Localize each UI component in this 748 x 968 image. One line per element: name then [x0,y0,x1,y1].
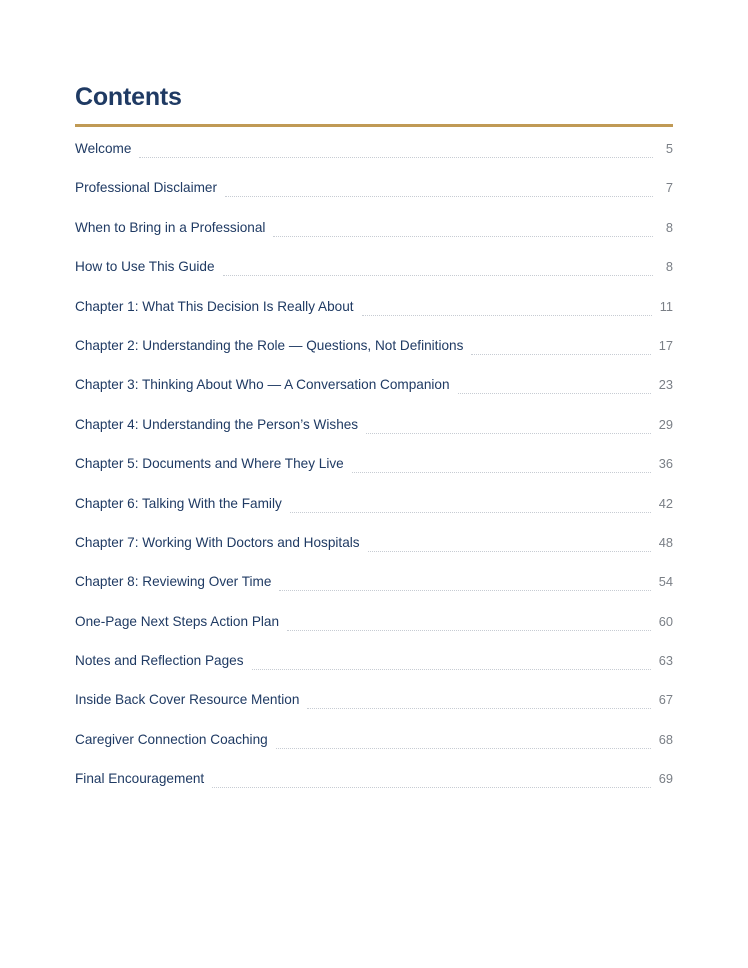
dotted-leader [139,157,653,158]
toc-entry-label: Chapter 6: Talking With the Family [75,495,282,511]
dotted-leader [276,748,651,749]
dotted-leader [252,669,651,670]
toc-entry-page-number: 67 [658,692,673,708]
toc-entry[interactable] [75,456,673,495]
dotted-leader [471,354,650,355]
toc-entry-label: Final Encouragement [75,771,205,787]
toc-entry[interactable] [75,259,673,298]
table-of-contents [75,141,673,811]
toc-entry-page-number: 17 [658,337,673,353]
toc-entry-page-number: 48 [658,534,673,550]
toc-entry[interactable] [75,377,673,416]
toc-entry-label: Notes and Reflection Pages [75,653,244,669]
toc-entry[interactable] [75,417,673,456]
toc-entry[interactable] [75,692,673,731]
toc-entry-label: Inside Back Cover Resource Mention [75,692,300,708]
toc-entry-label: When to Bring in a Professional [75,219,266,235]
dotted-leader [212,787,651,788]
toc-entry[interactable] [75,180,673,219]
toc-entry-page-number: 36 [658,456,673,472]
toc-entry-page-number: 7 [665,180,673,196]
toc-entry[interactable] [75,732,673,771]
toc-entry[interactable] [75,535,673,574]
toc-entry-label: Welcome [75,141,132,156]
toc-entry-label: Caregiver Connection Coaching [75,731,268,747]
toc-entry-page-number: 42 [658,495,673,511]
dotted-leader [368,551,651,552]
toc-entry[interactable] [75,299,673,338]
toc-entry-page-number: 68 [658,731,673,747]
toc-entry-page-number: 29 [658,416,673,432]
toc-entry-label: Chapter 5: Documents and Where They Live [75,456,344,472]
toc-entry-page-number: 54 [658,574,673,590]
toc-entry-page-number: 23 [658,377,673,393]
dotted-leader [287,630,651,631]
dotted-leader [366,433,651,434]
dotted-leader [352,472,651,473]
toc-entry[interactable] [75,653,673,692]
dotted-leader [223,275,653,276]
toc-entry[interactable] [75,496,673,535]
dotted-leader [225,196,653,197]
toc-entry-page-number: 60 [658,613,673,629]
toc-entry-page-number: 8 [665,219,673,235]
toc-entry-page-number: 11 [659,298,673,314]
toc-entry-label: Professional Disclaimer [75,180,218,196]
page-title: Contents [75,83,182,111]
toc-entry-label: How to Use This Guide [75,259,215,275]
toc-entry[interactable] [75,574,673,613]
toc-entry[interactable] [75,771,673,810]
toc-entry[interactable] [75,141,673,180]
toc-entry-label: Chapter 1: What This Decision Is Really About [75,298,354,314]
toc-entry-label: Chapter 7: Working With Doctors and Hospitals [75,534,360,550]
title-divider [75,124,673,127]
dotted-leader [307,708,650,709]
toc-entry-label: Chapter 4: Understanding the Person’s Wishes [75,416,359,432]
dotted-leader [290,512,651,513]
toc-entry-page-number: 63 [658,653,673,669]
toc-entry-label: Chapter 3: Thinking About Who — A Conversation Companion [75,377,450,393]
dotted-leader [458,393,651,394]
dotted-leader [279,590,650,591]
toc-entry[interactable] [75,220,673,259]
contents-page [75,80,673,811]
toc-entry-label: Chapter 8: Reviewing Over Time [75,574,272,590]
toc-entry-page-number: 5 [665,141,673,156]
toc-entry-label: One-Page Next Steps Action Plan [75,613,280,629]
toc-entry-page-number: 8 [665,259,673,275]
dotted-leader [362,315,652,316]
toc-entry[interactable] [75,338,673,377]
dotted-leader [273,236,653,237]
toc-entry-page-number: 69 [658,771,673,787]
toc-entry-label: Chapter 2: Understanding the Role — Questions, Not Definitions [75,337,464,353]
toc-entry[interactable] [75,614,673,653]
